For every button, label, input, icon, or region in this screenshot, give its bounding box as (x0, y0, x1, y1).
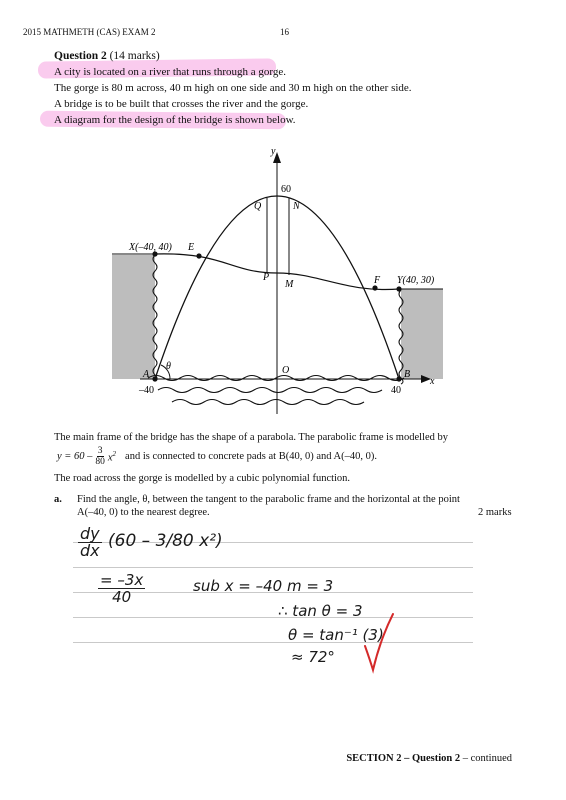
check-mark-icon (362, 610, 396, 674)
label-Y: Y(40, 30) (397, 275, 435, 286)
label-E: E (188, 242, 195, 253)
intro-line: A city is located on a river that runs through a gorge. (54, 66, 286, 78)
point-E (196, 253, 201, 258)
part-a-marks: 2 marks (478, 507, 512, 518)
intro-line: A bridge is to be built that crosses the river and the gorge. (54, 98, 309, 110)
tick-label-right: 40 (391, 385, 401, 396)
answer-line (73, 617, 473, 618)
handwritten-tan: ∴ tan θ = 3 (278, 602, 363, 620)
right-gorge-wall (401, 289, 443, 379)
label-M: M (285, 279, 294, 290)
fraction-numerator: 3 (97, 446, 103, 456)
left-gorge-wall (112, 255, 155, 379)
label-A: A (143, 369, 150, 380)
x-axis-label: x (430, 376, 435, 387)
equation-fraction (95, 446, 105, 467)
point-A (152, 376, 157, 381)
label-theta: θ (166, 361, 171, 372)
footer-section: SECTION 2 – Question 2 (346, 753, 461, 764)
page-number: 16 (280, 27, 289, 37)
handwritten-substitution: sub x = –40 m = 3 (193, 577, 334, 595)
part-a-label: a. (54, 494, 62, 505)
fraction-denominator: 80 (95, 457, 105, 467)
intro-line: The gorge is 80 m across, 40 m high on one side and 30 m high on the other side. (54, 82, 412, 94)
equation-lhs: y = 60 – (57, 451, 93, 462)
part-a-text-line1: Find the angle, θ, between the tangent to the parabolic frame and the horizontal at the point (77, 494, 460, 505)
handwritten-derivative: = –3x 40 (100, 571, 144, 606)
point-Y (396, 286, 401, 291)
label-P: P (263, 272, 270, 283)
handwritten-approx: ≈ 72° (291, 648, 335, 666)
part-a-text-line2: A(–40, 0) to the nearest degree. (77, 507, 210, 518)
equation-variable: $x^2$ (107, 449, 117, 464)
handwritten-inverse: θ = tan⁻¹ (3) (288, 626, 384, 644)
parabola-equation (57, 446, 377, 467)
tick-label-left: –40 (139, 385, 154, 396)
river-waves (148, 376, 404, 381)
model-text-line2: The road across the gorge is modelled by a cubic polynomial function. (54, 473, 351, 484)
question-number: Question 2 (54, 50, 107, 62)
label-B: B (404, 369, 411, 380)
point-F (372, 285, 377, 290)
intro-line: A diagram for the design of the bridge is shown below. (54, 114, 296, 126)
exam-header: 2015 MATHMETH (CAS) EXAM 2 (23, 27, 156, 37)
question-marks: (14 marks) (109, 50, 160, 62)
y-axis-label: y (271, 146, 276, 157)
footer-continued (346, 753, 512, 764)
handwritten-expression: (60 – 3/80 x²) (108, 531, 223, 551)
label-O: O (282, 365, 290, 376)
answer-line (73, 642, 473, 643)
footer-continued-text: – continued (460, 753, 512, 764)
label-N: N (293, 201, 300, 212)
label-X: X(–40, 40) (129, 242, 172, 253)
river-waves (158, 388, 382, 393)
model-text-line1: The main frame of the bridge has the shape of a parabola. The parabolic frame is modelled by (54, 432, 448, 443)
label-F: F (374, 275, 381, 286)
point-B (396, 376, 401, 381)
label-Q: Q (254, 201, 262, 212)
label-60: 60 (281, 184, 291, 195)
handwritten-dydx: dy dx (80, 524, 100, 560)
equation-tail: and is connected to concrete pads at B(40, 0) and A(–40, 0). (125, 451, 377, 462)
river-waves (172, 400, 364, 405)
answer-line (73, 567, 473, 568)
